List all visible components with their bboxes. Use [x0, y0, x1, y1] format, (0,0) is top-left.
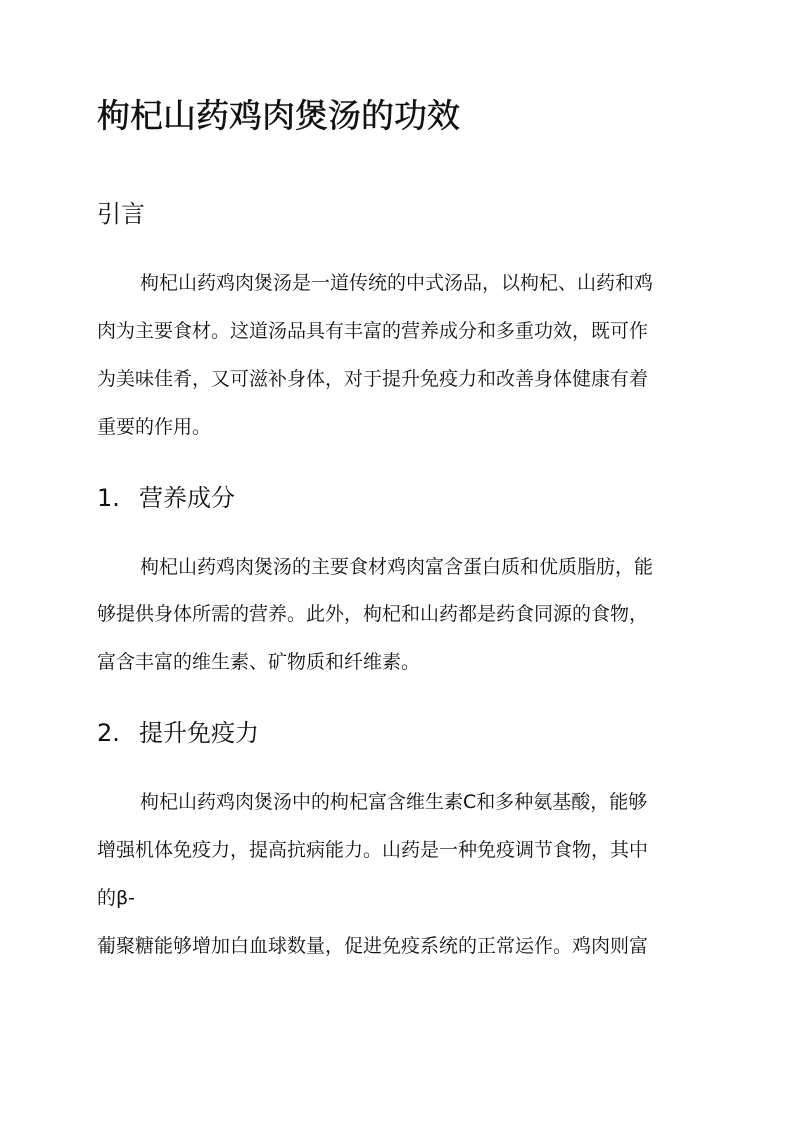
section-title: 营养成分: [139, 484, 235, 512]
section-paragraph-line: 枸杞山药鸡肉煲汤中的枸杞富含维生素C和多种氨基酸，能够: [140, 791, 648, 813]
section-paragraph-line: 富含丰富的维生素、矿物质和纤维素。: [97, 651, 421, 673]
section-heading-immunity: [97, 717, 259, 749]
section-number: 2.: [97, 719, 120, 747]
section-paragraph-line: 枸杞山药鸡肉煲汤的主要食材鸡肉富含蛋白质和优质脂肪，能: [140, 556, 654, 578]
intro-paragraph-line: 重要的作用。: [97, 416, 212, 438]
section-number: 1.: [97, 484, 120, 512]
document-title: 枸杞山药鸡肉煲汤的功效: [97, 96, 460, 135]
intro-paragraph-line: 枸杞山药鸡肉煲汤是一道传统的中式汤品，以枸杞、山药和鸡: [140, 272, 654, 294]
section-paragraph-line: 葡聚糖能够增加白血球数量，促进免疫系统的正常运作。鸡肉则富: [97, 935, 649, 957]
section-heading-nutrition: [97, 482, 235, 514]
intro-paragraph-line: 肉为主要食材。这道汤品具有丰富的营养成分和多重功效，既可作: [97, 320, 649, 342]
intro-paragraph-line: 为美味佳肴，又可滋补身体，对于提升免疫力和改善身体健康有着: [97, 368, 649, 390]
section-paragraph-line: 的β-: [97, 887, 135, 909]
section-paragraph-line: 够提供身体所需的营养。此外，枸杞和山药都是药食同源的食物，: [97, 603, 649, 625]
intro-heading: 引言: [97, 200, 145, 228]
section-paragraph-line: 增强机体免疫力，提高抗病能力。山药是一种免疫调节食物，其中: [97, 839, 649, 861]
section-title: 提升免疫力: [139, 719, 259, 747]
